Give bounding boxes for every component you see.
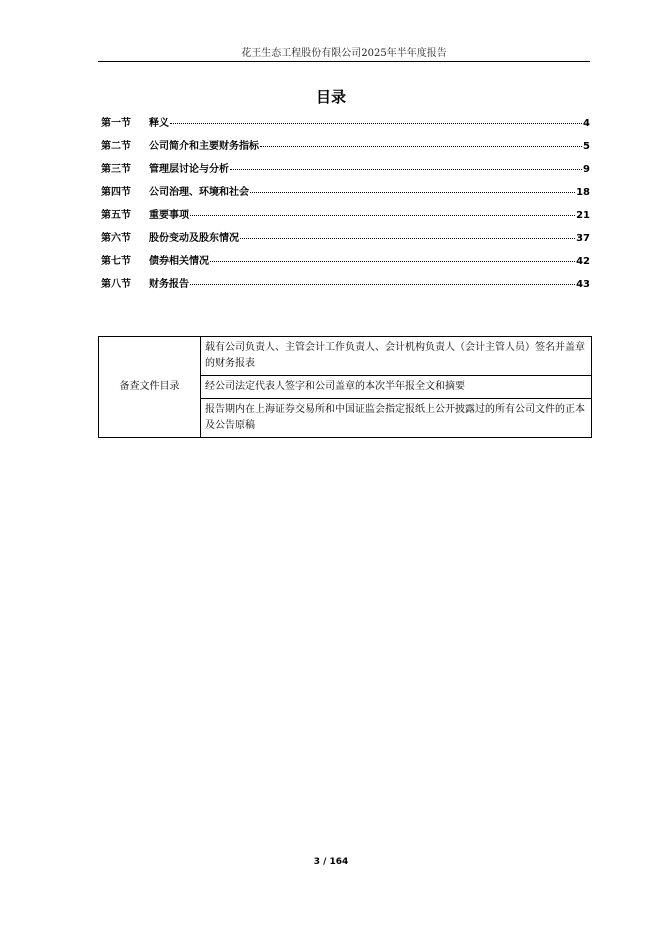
toc-entry[interactable] xyxy=(101,114,590,137)
toc-entry[interactable] xyxy=(101,229,590,252)
toc-leader-dots xyxy=(190,284,575,285)
toc-section-number: 第二节 xyxy=(101,141,131,152)
toc-page-number: 4 xyxy=(583,118,590,129)
toc-page-number: 42 xyxy=(576,256,590,267)
toc-section-name: 重要事项 xyxy=(149,210,189,221)
toc-section-number: 第五节 xyxy=(101,210,131,221)
toc-section-number: 第八节 xyxy=(101,279,131,290)
toc-section-number: 第一节 xyxy=(101,118,131,129)
toc-section-name: 财务报告 xyxy=(149,279,189,290)
toc-list xyxy=(101,114,590,298)
toc-entry[interactable] xyxy=(101,206,590,229)
toc-entry[interactable] xyxy=(101,183,590,206)
toc-section-name: 债券相关情况 xyxy=(149,256,209,267)
toc-section-number: 第三节 xyxy=(101,164,131,175)
toc-entry[interactable] xyxy=(101,252,590,275)
toc-entry[interactable] xyxy=(101,160,590,183)
toc-section-name: 释义 xyxy=(149,118,169,129)
toc-leader-dots xyxy=(210,261,575,262)
reference-document-item: 报告期内在上海证券交易所和中国证监会指定报纸上公开披露过的所有公司文件的正本及公告原稿 xyxy=(201,399,592,438)
toc-page-number: 43 xyxy=(576,279,590,290)
table-row xyxy=(99,337,592,376)
toc-page-number: 37 xyxy=(576,233,590,244)
toc-leader-dots xyxy=(230,169,582,170)
toc-leader-dots xyxy=(250,192,575,193)
toc-page-number: 5 xyxy=(583,141,590,152)
reference-documents-label: 备查文件目录 xyxy=(99,337,201,438)
toc-section-number: 第六节 xyxy=(101,233,131,244)
toc-section-number: 第七节 xyxy=(101,256,131,267)
reference-documents-table xyxy=(98,336,592,438)
toc-section-name: 管理层讨论与分析 xyxy=(149,164,229,175)
page-header: 花王生态工程股份有限公司2025年半年度报告 xyxy=(241,48,447,59)
toc-leader-dots xyxy=(190,215,575,216)
page-number-footer: 3 / 164 xyxy=(313,857,349,867)
toc-section-number: 第四节 xyxy=(101,187,131,198)
toc-page-number: 21 xyxy=(576,210,590,221)
toc-title: 目录 xyxy=(315,88,346,106)
reference-document-item: 经公司法定代表人签字和公司盖章的本次半年报全文和摘要 xyxy=(201,376,592,399)
toc-entry[interactable] xyxy=(101,137,590,160)
header-divider xyxy=(98,61,590,62)
toc-page-number: 18 xyxy=(576,187,590,198)
toc-section-name: 公司治理、环境和社会 xyxy=(149,187,249,198)
toc-leader-dots xyxy=(170,123,582,124)
reference-document-item: 载有公司负责人、主管会计工作负责人、会计机构负责人（会计主管人员）签名并盖章的财务报表 xyxy=(201,337,592,376)
toc-section-name: 股份变动及股东情况 xyxy=(149,233,239,244)
toc-leader-dots xyxy=(260,146,582,147)
toc-page-number: 9 xyxy=(583,164,590,175)
toc-section-name: 公司简介和主要财务指标 xyxy=(149,141,259,152)
toc-entry[interactable] xyxy=(101,275,590,298)
toc-leader-dots xyxy=(240,238,575,239)
